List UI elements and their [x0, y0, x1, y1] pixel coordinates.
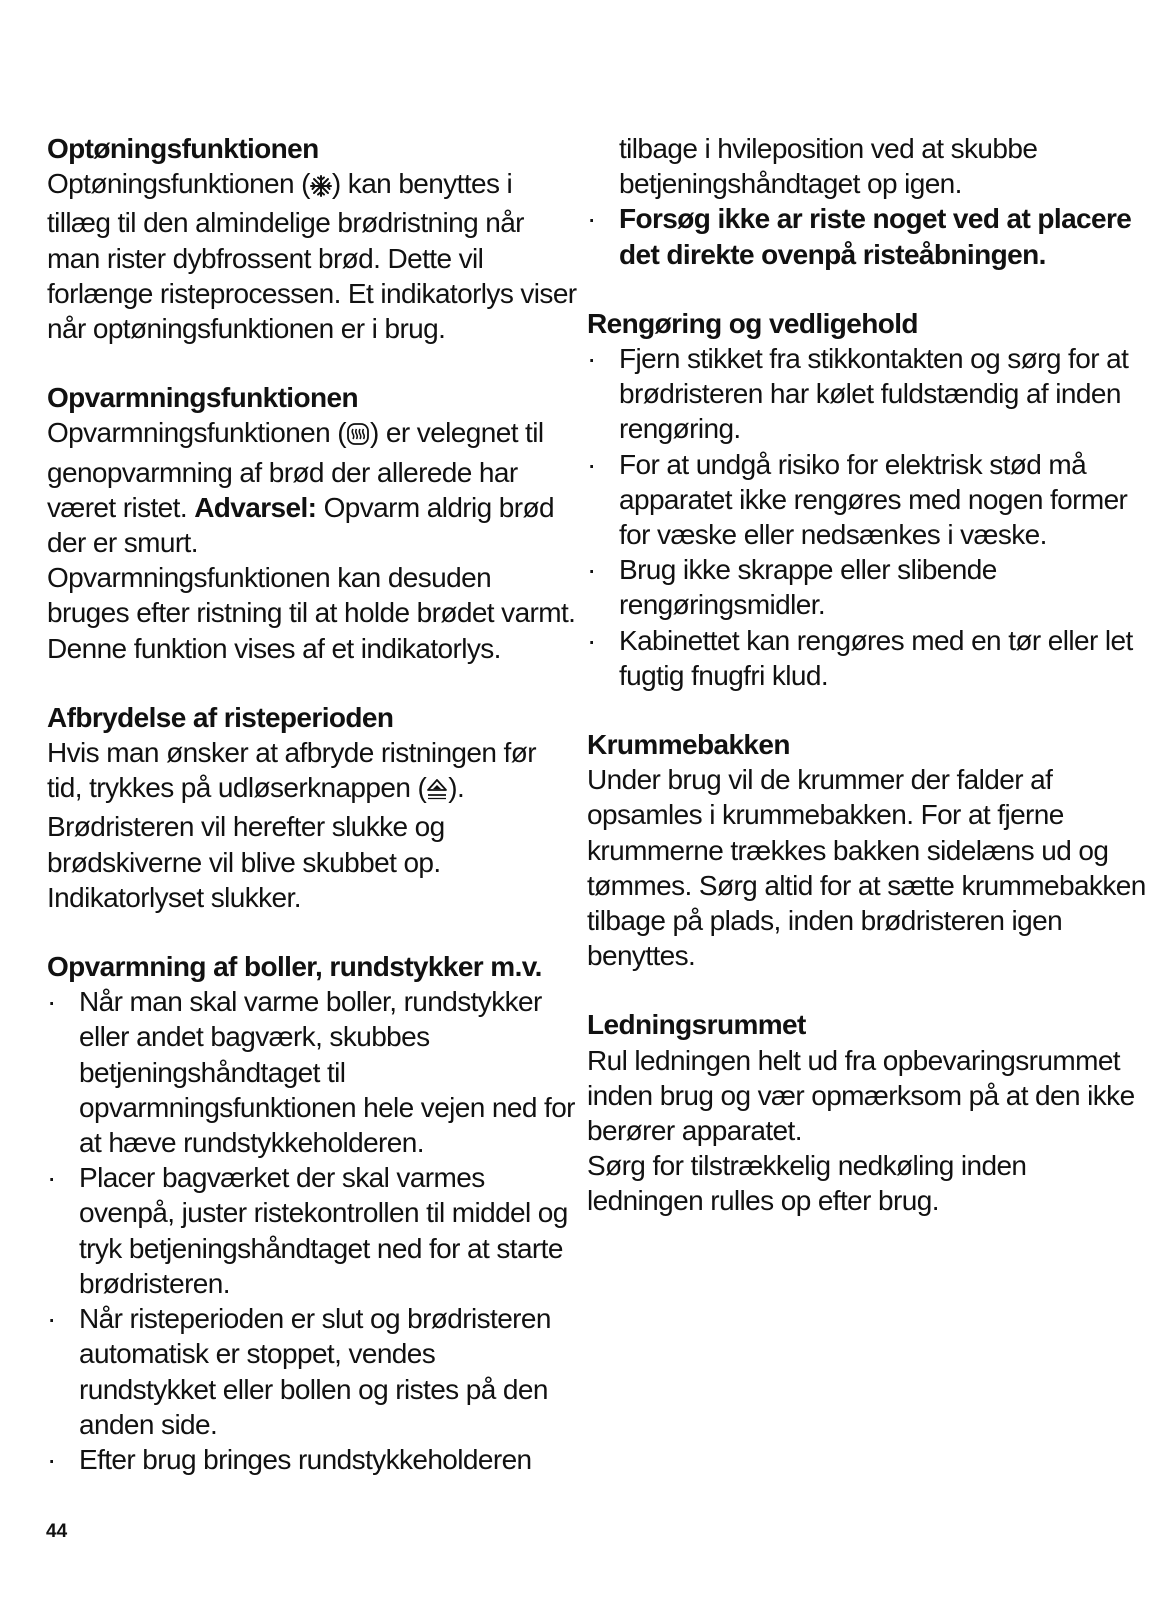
- list-item: · For at undgå risiko for elektrisk stød må apparatet ikke rengøres med nogen former for væske eller nedsænkes i væske.: [587, 448, 1128, 551]
- paragraph-cancel: Hvis man ønsker at afbryde ristningen før tid, trykkes på udløserknappen ( ). Brødristeren vil herefter slukke og brødskiverne vil blive skubbet op. Indikatorlyset slukker.: [47, 737, 536, 913]
- right-column: [587, 131, 1147, 1219]
- section-reheat: [47, 380, 577, 666]
- heat-waves-icon: [346, 419, 370, 454]
- section-cord-storage: [587, 1007, 1147, 1218]
- snowflake-icon: [310, 170, 332, 205]
- heading-rolls: Opvarmning af boller, rundstykker m.v.: [47, 951, 542, 983]
- section-crumb-tray: [587, 727, 1147, 973]
- left-column: [47, 131, 577, 1477]
- paragraph-reheat-2: Opvarmningsfunktionen kan desuden bruges efter ristning til at holde brødet varmt. Denne funktion vises af et indikatorlys.: [47, 562, 576, 664]
- heading-cancel: Afbrydelse af risteperioden: [47, 701, 394, 733]
- paragraph-crumb-tray: Under brug vil de krummer der falder af opsamles i krummebakken. For at fjerne krummerne trækkes bakken sidelæns ud og tømmes. Sørg altid for at sætte krummebakken tilbage på plads, inden brødristeren igen benyttes.: [587, 764, 1146, 972]
- list-item-continued: tilbage i hvileposition ved at skubbe betjeningshåndtaget op igen.: [619, 133, 1038, 200]
- list-item: · Når risteperioden er slut og brødristeren automatisk er stoppet, vendes rundstykket eller bollen og ristes på den anden side.: [47, 1303, 551, 1440]
- list-item: · Brug ikke skrappe eller slibende rengøringsmidler.: [587, 554, 997, 621]
- eject-icon: [426, 774, 448, 809]
- page-number: 44: [46, 1521, 68, 1542]
- list-item: · Efter brug bringes rundstykkeholderen: [47, 1443, 532, 1475]
- paragraph-reheat: Opvarmningsfunktionen ( ) er velegnet til genopvarmning af brød der allerede har været ristet. Advarsel: Opvarm aldrig brød der er smurt.: [47, 417, 554, 559]
- list-item: · Placer bagværket der skal varmes ovenpå, juster ristekontrollen til middel og tryk betjeningshåndtaget ned for at starte brødristeren.: [47, 1162, 568, 1299]
- heading-crumb-tray: Krummebakken: [587, 729, 790, 761]
- paragraph-cord-storage: Rul ledningen helt ud fra opbevaringsrummet inden brug og vær opmærksom på at den ikke berører apparatet.: [587, 1044, 1135, 1147]
- paragraph-cord-storage-2: Sørg for tilstrækkelig nedkøling inden ledningen rulles op efter brug.: [587, 1150, 1027, 1217]
- list-item: · Fjern stikket fra stikkontakten og sørg for at brødristeren har kølet fuldstændig af inden rengøring.: [587, 343, 1129, 445]
- section-cancel: [47, 700, 577, 915]
- heading-defrost: Optøningsfunktionen: [47, 133, 319, 164]
- warning-label: Advarsel:: [194, 491, 317, 523]
- heading-reheat: Opvarmningsfunktionen: [47, 382, 358, 414]
- section-rolls-continued: [587, 131, 1147, 272]
- heading-cleaning: Rengøring og vedligehold: [587, 307, 918, 339]
- section-rolls: [47, 949, 577, 1477]
- section-cleaning: [587, 306, 1147, 693]
- list-item: · Når man skal varme boller, rundstykker eller andet bagværk, skubbes betjeningshåndtaget til opvarmningsfunktionen hele vejen ned for at hæve rundstykkeholderen.: [47, 986, 575, 1159]
- list-cleaning: [587, 341, 1147, 693]
- list-item: · Kabinettet kan rengøres med en tør eller let fugtig fnugfri klud.: [587, 624, 1133, 691]
- list-rolls-continued: [587, 201, 1147, 271]
- heading-cord-storage: Ledningsrummet: [587, 1009, 806, 1041]
- paragraph-defrost: Optøningsfunktionen ( ) kan benyttes i tillæg til den almindelige brødristning når man rister dybfrossent brød. Dette vil forlænge risteprocessen. Et indikatorlys viser når optøningsfunktionen er i brug.: [47, 168, 577, 345]
- list-rolls: [47, 984, 577, 1477]
- list-item-warning: · Forsøg ikke ar riste noget ved at placere det direkte ovenpå risteåbningen.: [587, 203, 1132, 270]
- section-defrost: [47, 131, 577, 346]
